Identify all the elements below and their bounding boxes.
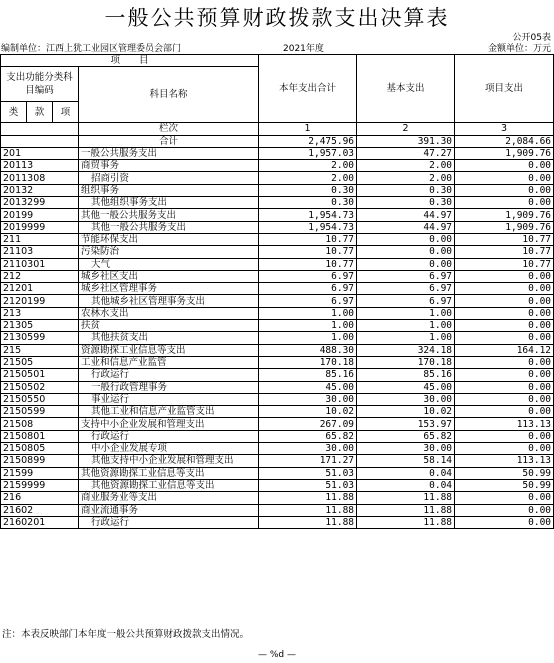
row-code: 2120199 xyxy=(1,295,79,307)
row-name: 其他一般公共服务支出 xyxy=(79,221,259,233)
header-project: 项目支出 xyxy=(455,55,554,123)
page-number: — %d — xyxy=(258,650,296,660)
row-name: 行政运行 xyxy=(79,369,259,381)
row-project: 0.00 xyxy=(455,443,554,455)
row-name: 其他扶贫支出 xyxy=(79,332,259,344)
row-total: 11.88 xyxy=(259,516,357,528)
row-total: 1,957.03 xyxy=(259,147,357,159)
table-row xyxy=(1,479,554,491)
row-basic: 45.00 xyxy=(357,381,455,393)
row-name: 其他城乡社区管理事务支出 xyxy=(79,295,259,307)
row-project: 0.00 xyxy=(455,406,554,418)
row-total: 2.00 xyxy=(259,160,357,172)
row-name: 其他支持中小企业发展和管理支出 xyxy=(79,455,259,467)
row-name: 其他资源勘探工业信息等支出 xyxy=(79,479,259,491)
header-total: 本年支出合计 xyxy=(259,55,357,123)
row-code: 2130599 xyxy=(1,332,79,344)
row-code: 2013299 xyxy=(1,197,79,209)
table-row xyxy=(1,455,554,467)
fiscal-year: 2021年度 xyxy=(283,44,324,54)
table-row xyxy=(1,184,554,196)
table-row xyxy=(1,443,554,455)
row-total: 1.00 xyxy=(259,332,357,344)
heji-blank xyxy=(1,135,79,147)
header-lei: 类 xyxy=(1,102,27,123)
row-basic: 2.00 xyxy=(357,160,455,172)
row-total: 51.03 xyxy=(259,467,357,479)
row-basic: 2.00 xyxy=(357,172,455,184)
row-name: 节能环保支出 xyxy=(79,233,259,245)
total-sum: 2,475.96 xyxy=(259,135,357,147)
row-code: 2150502 xyxy=(1,381,79,393)
page-title: 一般公共预算财政拨款支出决算表 xyxy=(104,6,450,30)
row-basic: 0.00 xyxy=(357,246,455,258)
row-code: 20132 xyxy=(1,184,79,196)
header-xiang: 项 xyxy=(53,102,79,123)
row-basic: 0.30 xyxy=(357,197,455,209)
row-name: 大气 xyxy=(79,258,259,270)
row-code: 215 xyxy=(1,344,79,356)
table-row xyxy=(1,516,554,528)
lanci-blank xyxy=(1,123,79,135)
table-note: 注：本表反映部门本年度一般公共预算财政拨款支出情况。 xyxy=(2,629,250,640)
row-total: 11.88 xyxy=(259,492,357,504)
row-basic: 44.97 xyxy=(357,221,455,233)
row-code: 21103 xyxy=(1,246,79,258)
row-total: 1,954.73 xyxy=(259,221,357,233)
table-row xyxy=(1,430,554,442)
row-code: 213 xyxy=(1,307,79,319)
row-name: 一般行政管理事务 xyxy=(79,381,259,393)
row-project: 0.00 xyxy=(455,492,554,504)
table-row xyxy=(1,504,554,516)
table-row xyxy=(1,172,554,184)
row-project: 0.00 xyxy=(455,295,554,307)
row-code: 211 xyxy=(1,233,79,245)
header-heji: 合计 xyxy=(79,135,259,147)
row-project: 50.99 xyxy=(455,479,554,491)
row-name: 组织事务 xyxy=(79,184,259,196)
row-total: 30.00 xyxy=(259,443,357,455)
row-project: 0.00 xyxy=(455,184,554,196)
row-basic: 30.00 xyxy=(357,393,455,405)
row-code: 2110301 xyxy=(1,258,79,270)
row-project: 113.13 xyxy=(455,418,554,430)
row-total: 1.00 xyxy=(259,320,357,332)
row-basic: 11.88 xyxy=(357,516,455,528)
row-total: 10.77 xyxy=(259,246,357,258)
row-project: 50.99 xyxy=(455,467,554,479)
table-row xyxy=(1,221,554,233)
row-project: 1,909.76 xyxy=(455,209,554,221)
row-basic: 170.18 xyxy=(357,356,455,368)
row-project: 0.00 xyxy=(455,430,554,442)
row-total: 10.02 xyxy=(259,406,357,418)
row-name: 支持中小企业发展和管理支出 xyxy=(79,418,259,430)
row-basic: 0.30 xyxy=(357,184,455,196)
row-code: 2150801 xyxy=(1,430,79,442)
row-project: 0.00 xyxy=(455,270,554,282)
row-name: 商贸事务 xyxy=(79,160,259,172)
row-basic: 6.97 xyxy=(357,270,455,282)
row-basic: 1.00 xyxy=(357,307,455,319)
row-total: 171.27 xyxy=(259,455,357,467)
row-basic: 58.14 xyxy=(357,455,455,467)
table-row xyxy=(1,492,554,504)
table-row xyxy=(1,233,554,245)
row-code: 2150550 xyxy=(1,393,79,405)
money-unit: 金额单位：万元 xyxy=(487,44,551,54)
row-code: 20113 xyxy=(1,160,79,172)
table-row xyxy=(1,197,554,209)
row-total: 6.97 xyxy=(259,283,357,295)
col-index-2: 2 xyxy=(357,123,455,135)
row-total: 11.88 xyxy=(259,504,357,516)
row-name: 扶贫 xyxy=(79,320,259,332)
row-project: 10.77 xyxy=(455,233,554,245)
row-name: 其他一般公共服务支出 xyxy=(79,209,259,221)
row-name: 其他资源勘探工业信息等支出 xyxy=(79,467,259,479)
row-project: 10.77 xyxy=(455,258,554,270)
row-total: 267.09 xyxy=(259,418,357,430)
row-basic: 153.97 xyxy=(357,418,455,430)
row-basic: 30.00 xyxy=(357,443,455,455)
row-code: 21505 xyxy=(1,356,79,368)
row-total: 2.00 xyxy=(259,172,357,184)
row-name: 城乡社区支出 xyxy=(79,270,259,282)
row-basic: 324.18 xyxy=(357,344,455,356)
row-name: 其他工业和信息产业监管支出 xyxy=(79,406,259,418)
row-name: 中小企业发展专项 xyxy=(79,443,259,455)
row-code: 21201 xyxy=(1,283,79,295)
header-items: 项 目 xyxy=(1,55,259,67)
row-basic: 11.88 xyxy=(357,504,455,516)
table-row xyxy=(1,467,554,479)
row-basic: 6.97 xyxy=(357,295,455,307)
col-index-3: 3 xyxy=(455,123,554,135)
row-basic: 0.00 xyxy=(357,258,455,270)
row-project: 0.00 xyxy=(455,381,554,393)
row-project: 0.00 xyxy=(455,172,554,184)
header-code: 支出功能分类科目编码 xyxy=(1,67,79,102)
table-row xyxy=(1,406,554,418)
table-row xyxy=(1,418,554,430)
row-name: 城乡社区管理事务 xyxy=(79,283,259,295)
table-row xyxy=(1,160,554,172)
header-name: 科目名称 xyxy=(79,67,259,123)
row-basic: 47.27 xyxy=(357,147,455,159)
row-basic: 0.00 xyxy=(357,233,455,245)
row-project: 0.00 xyxy=(455,369,554,381)
row-total: 488.30 xyxy=(259,344,357,356)
table-row xyxy=(1,307,554,319)
expenditure-table xyxy=(0,54,554,529)
table-row xyxy=(1,258,554,270)
row-project: 1,909.76 xyxy=(455,147,554,159)
row-code: 20199 xyxy=(1,209,79,221)
row-project: 10.77 xyxy=(455,246,554,258)
row-project: 1,909.76 xyxy=(455,221,554,233)
row-total: 85.16 xyxy=(259,369,357,381)
row-code: 2159999 xyxy=(1,479,79,491)
row-code: 201 xyxy=(1,147,79,159)
row-code: 2011308 xyxy=(1,172,79,184)
row-basic: 65.82 xyxy=(357,430,455,442)
row-total: 65.82 xyxy=(259,430,357,442)
table-row xyxy=(1,344,554,356)
table-row xyxy=(1,147,554,159)
header-lanci: 栏次 xyxy=(79,123,259,135)
compiling-unit: 编制单位：江西上犹工业园区管理委员会部门 xyxy=(1,44,182,54)
table-row xyxy=(1,381,554,393)
row-basic: 0.04 xyxy=(357,479,455,491)
project-sum: 2,084.66 xyxy=(455,135,554,147)
row-code: 216 xyxy=(1,492,79,504)
row-project: 0.00 xyxy=(455,160,554,172)
row-total: 10.77 xyxy=(259,233,357,245)
row-name: 污染防治 xyxy=(79,246,259,258)
row-project: 0.00 xyxy=(455,307,554,319)
table-row xyxy=(1,295,554,307)
row-basic: 1.00 xyxy=(357,332,455,344)
row-total: 0.30 xyxy=(259,184,357,196)
row-name: 招商引资 xyxy=(79,172,259,184)
row-code: 2150805 xyxy=(1,443,79,455)
header-kuan: 款 xyxy=(27,102,53,123)
row-name: 一般公共服务支出 xyxy=(79,147,259,159)
header-basic: 基本支出 xyxy=(357,55,455,123)
row-name: 其他组织事务支出 xyxy=(79,197,259,209)
row-code: 21602 xyxy=(1,504,79,516)
row-project: 0.00 xyxy=(455,283,554,295)
row-name: 商业流通事务 xyxy=(79,504,259,516)
col-index-1: 1 xyxy=(259,123,357,135)
basic-sum: 391.30 xyxy=(357,135,455,147)
row-total: 1,954.73 xyxy=(259,209,357,221)
row-name: 商业服务业等支出 xyxy=(79,492,259,504)
row-code: 212 xyxy=(1,270,79,282)
row-total: 6.97 xyxy=(259,295,357,307)
row-basic: 1.00 xyxy=(357,320,455,332)
row-project: 0.00 xyxy=(455,197,554,209)
row-total: 1.00 xyxy=(259,307,357,319)
row-total: 10.77 xyxy=(259,258,357,270)
row-code: 21305 xyxy=(1,320,79,332)
row-code: 21599 xyxy=(1,467,79,479)
row-total: 170.18 xyxy=(259,356,357,368)
row-name: 工业和信息产业监管 xyxy=(79,356,259,368)
table-row xyxy=(1,332,554,344)
row-total: 51.03 xyxy=(259,479,357,491)
row-code: 2160201 xyxy=(1,516,79,528)
row-project: 0.00 xyxy=(455,504,554,516)
row-project: 0.00 xyxy=(455,356,554,368)
row-name: 农林水支出 xyxy=(79,307,259,319)
form-number: 公开05表 xyxy=(512,33,551,43)
row-code: 2150599 xyxy=(1,406,79,418)
row-name: 行政运行 xyxy=(79,430,259,442)
row-project: 113.13 xyxy=(455,455,554,467)
row-total: 6.97 xyxy=(259,270,357,282)
row-code: 2150899 xyxy=(1,455,79,467)
table-row xyxy=(1,356,554,368)
table-row xyxy=(1,320,554,332)
row-total: 30.00 xyxy=(259,393,357,405)
row-basic: 44.97 xyxy=(357,209,455,221)
row-basic: 10.02 xyxy=(357,406,455,418)
table-row xyxy=(1,270,554,282)
table-row xyxy=(1,209,554,221)
row-name: 事业运行 xyxy=(79,393,259,405)
row-basic: 85.16 xyxy=(357,369,455,381)
row-total: 45.00 xyxy=(259,381,357,393)
table-row xyxy=(1,393,554,405)
row-project: 164.12 xyxy=(455,344,554,356)
row-basic: 6.97 xyxy=(357,283,455,295)
row-project: 0.00 xyxy=(455,320,554,332)
row-basic: 0.04 xyxy=(357,467,455,479)
row-code: 2019999 xyxy=(1,221,79,233)
row-basic: 11.88 xyxy=(357,492,455,504)
table-row xyxy=(1,283,554,295)
table-row xyxy=(1,369,554,381)
row-project: 0.00 xyxy=(455,393,554,405)
row-project: 0.00 xyxy=(455,516,554,528)
row-name: 资源勘探工业信息等支出 xyxy=(79,344,259,356)
row-name: 行政运行 xyxy=(79,516,259,528)
table-row xyxy=(1,246,554,258)
row-project: 0.00 xyxy=(455,332,554,344)
row-code: 2150501 xyxy=(1,369,79,381)
row-total: 0.30 xyxy=(259,197,357,209)
row-code: 21508 xyxy=(1,418,79,430)
